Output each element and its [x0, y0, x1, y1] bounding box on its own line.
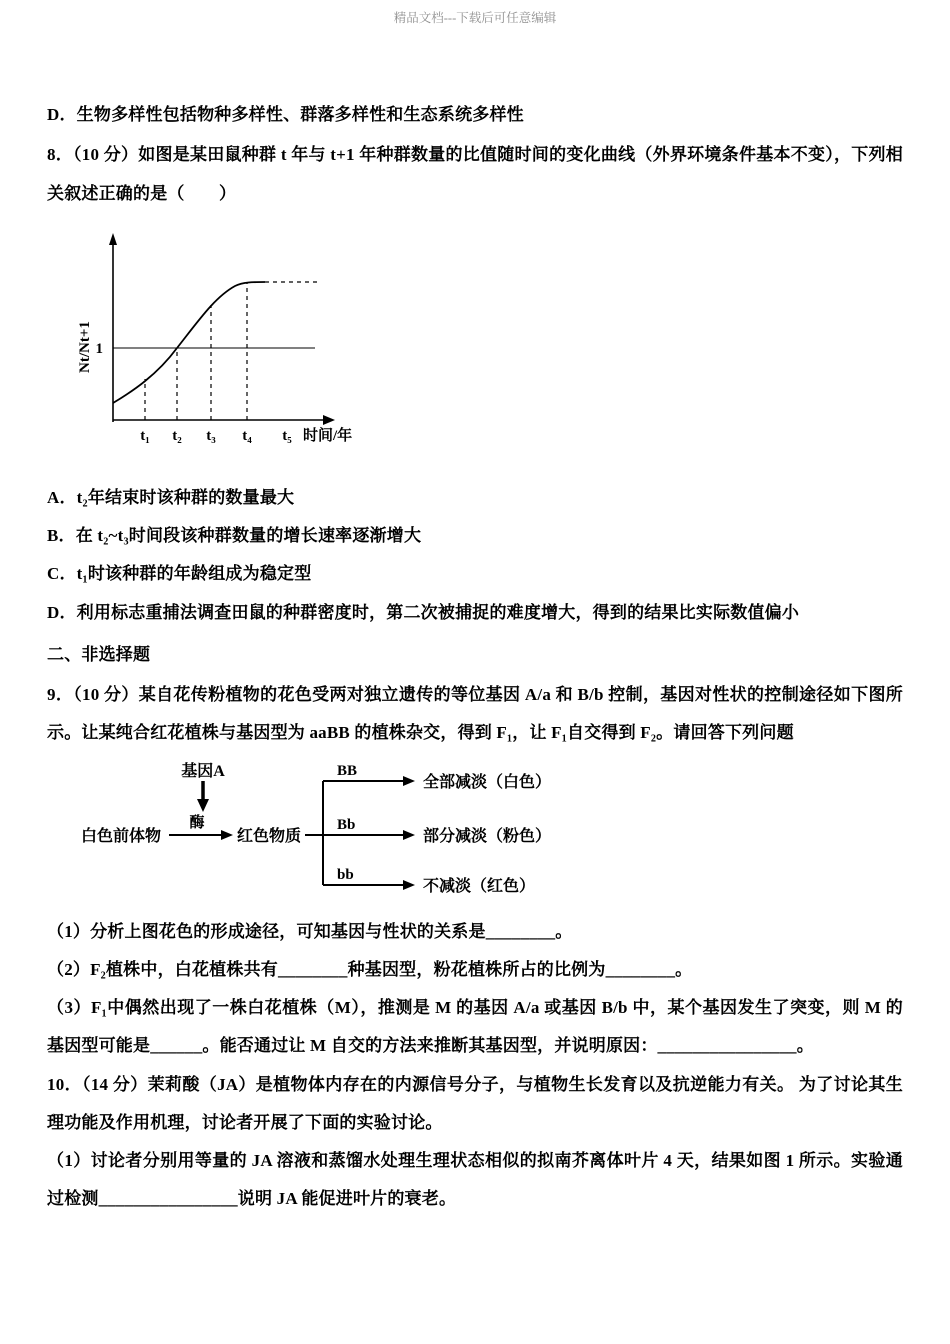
q8-option-d: D．利用标志重捕法调查田鼠的种群密度时，第二次被捕捉的难度增大，得到的结果比实际数值偏小	[47, 602, 800, 622]
q7-option-d: D．生物多样性包括物种多样性、群落多样性和生态系统多样性	[47, 105, 524, 124]
branch-bb-upper-head	[403, 776, 415, 786]
q9-diagram	[75, 761, 903, 911]
result-red-label: 不减淡（红色）	[423, 877, 536, 895]
x-tick-t4: t₄	[242, 427, 252, 444]
gene-a-arrow-head	[197, 799, 209, 812]
q8-graph	[65, 225, 903, 465]
q10-stem: 10．（14 分）茉莉酸（JA）是植物体内存在的内源信号分子，与植物生长发育以及抗逆能力有关。 为了讨论其生理功能及作用机理，讨论者开展了下面的实验讨论。	[47, 1074, 903, 1132]
q9-stem: 9．（10 分）某自花传粉植物的花色受两对独立遗传的等位基因 A/a 和 B/b 控制，基因对性状的控制途径如下图所示。让某纯合红花植株与基因型为 aaBB 的植株杂交，得到 F₁，让 F₁自交得到 F₂。请回答下列问题	[47, 685, 903, 743]
x-tick-t3: t₃	[206, 427, 216, 444]
branch-bb-middle-head	[403, 830, 415, 840]
x-axis-label: 时间/年	[303, 427, 353, 444]
q8-stem: 8．（10 分）如图是某田鼠种群 t 年与 t+1 年种群数量的比值随时间的变化曲线（外界环境条件基本不变），下列相关叙述正确的是（ ）	[47, 145, 903, 203]
precursor-label: 白色前体物	[81, 827, 162, 845]
q10-sub1: （1）讨论者分别用等量的 JA 溶液和蒸馏水处理生理状态相似的拟南芥离体叶片 4 天，结果如图 1 所示。实验通过检测________________说明 JA 能促进叶片的衰老。	[47, 1151, 903, 1209]
x-axis-arrow	[323, 415, 335, 425]
red-substance-label: 红色物质	[237, 827, 302, 845]
q8-option-c: C．t₁时该种群的年龄组成为稳定型	[47, 564, 312, 584]
q9-sub1: （1）分析上图花色的形成途径，可知基因与性状的关系是________。	[47, 921, 573, 941]
header-watermark: 精品文档---下载后可任意编辑	[393, 11, 557, 25]
flower-color-pathway-diagram	[75, 761, 695, 906]
branch-bb-lower-head	[403, 880, 415, 890]
y-axis-label: Nt/Nt+1	[77, 320, 93, 373]
result-white-label: 全部减淡（白色）	[423, 773, 552, 791]
q9-sub3: （3）F₁中偶然出现了一株白花植株（M），推测是 M 的基因 A/a 或基因 B/b 中，某个基因发生了突变，则 M 的基因型可能是______。能否通过让 M 自交的方法来推断其基因型，并说明原因：________________。	[47, 998, 903, 1056]
q8-option-a: A．t₂年结束时该种群的数量最大	[47, 487, 295, 507]
population-ratio-chart	[65, 225, 425, 460]
y-axis-arrow	[109, 233, 117, 245]
x-tick-t2: t₂	[172, 427, 182, 444]
genotype-bb-label: bb	[337, 866, 354, 883]
dashed-guides	[145, 282, 247, 420]
x-tick-t1: t₁	[140, 427, 150, 444]
q8-options	[47, 479, 903, 632]
graph-curve	[113, 282, 265, 403]
q9-sub2: （2）F₂植株中，白花植株共有________种基因型，粉花植株所占的比例为________。	[47, 959, 693, 979]
q8-option-b: B．在 t₂~t₃时间段该种群数量的增长速率逐渐增大	[47, 526, 422, 545]
x-tick-t5: t₅	[282, 427, 292, 444]
result-pink-label: 部分减淡（粉色）	[423, 827, 552, 845]
genotype-Bb-label: Bb	[337, 816, 356, 833]
enzyme-label: 酶	[189, 814, 205, 831]
gene-a-label: 基因A	[181, 762, 225, 780]
genotype-BB-label: BB	[337, 762, 358, 779]
section2-title: 二、非选择题	[47, 644, 151, 664]
y-ref-label: 1	[95, 340, 103, 357]
enzyme-arrow-head	[221, 830, 233, 840]
